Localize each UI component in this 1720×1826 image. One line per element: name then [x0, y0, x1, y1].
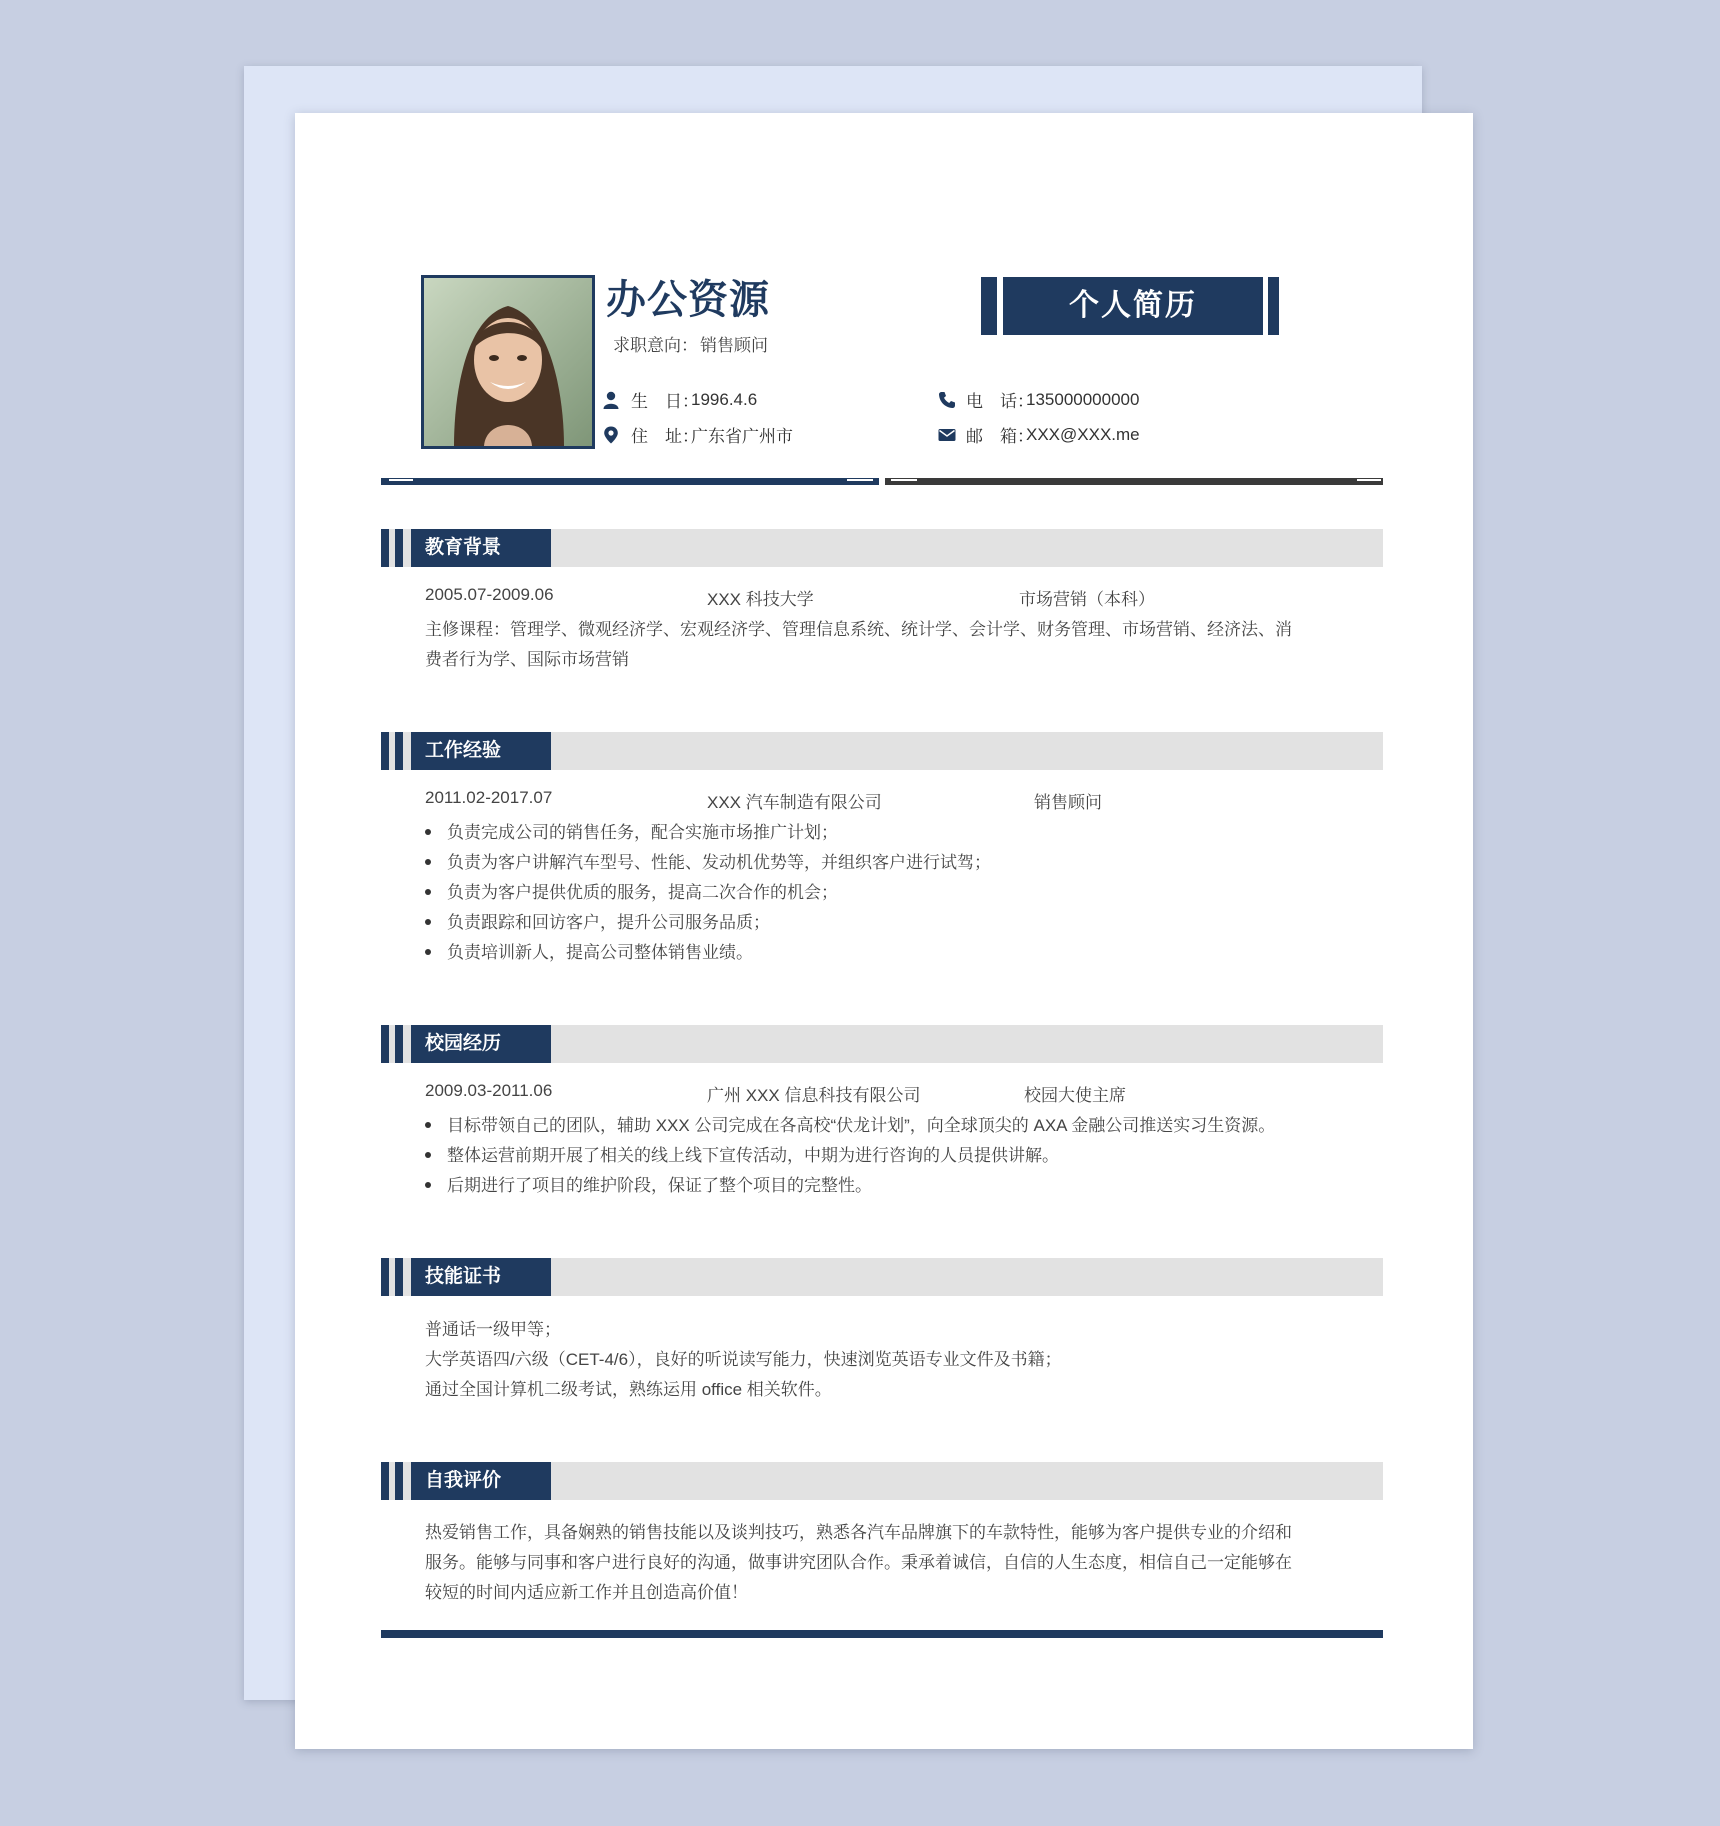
- mail-icon: [938, 426, 954, 444]
- birthday-label: 生 日：: [631, 392, 699, 411]
- work-bullet: 负责为客户讲解汽车型号、性能、发动机优势等，并组织客户进行试驾；: [425, 848, 991, 873]
- campus-company: 广州 XXX 信息科技有限公司: [707, 1086, 921, 1105]
- education-school: XXX 科技大学: [707, 590, 814, 609]
- person-icon: [603, 391, 619, 409]
- title-deco-left: [981, 277, 997, 335]
- header-rule-left-notch-b: [847, 479, 873, 481]
- email-value: XXX@XXX.me: [1026, 424, 1140, 444]
- work-role: 销售顾问: [1034, 793, 1102, 812]
- skill-line: 大学英语四/六级（CET-4/6），良好的听说读写能力，快速浏览英语专业文件及书籍；: [425, 1350, 1062, 1369]
- header-rule-right: [885, 478, 1383, 485]
- birthday-row: [603, 387, 757, 412]
- section-title: 工作经验: [411, 732, 551, 770]
- education-courses-line2: 费者行为学、国际市场营销: [425, 650, 629, 669]
- work-bullet: 负责培训新人，提高公司整体销售业绩。: [425, 938, 753, 963]
- phone-row: [938, 387, 1139, 412]
- profile-photo: [421, 275, 595, 449]
- address-label: 住 址：: [631, 427, 699, 446]
- title-deco-gap: [1263, 277, 1268, 335]
- work-date: 2011.02-2017.07: [425, 788, 553, 807]
- location-icon: [603, 426, 619, 444]
- self-eval-line: 较短的时间内适应新工作并且创造高价值！: [425, 1583, 748, 1602]
- education-major: 市场营销（本科）: [1019, 590, 1155, 609]
- work-company: XXX 汽车制造有限公司: [707, 793, 882, 812]
- job-intent-value: 销售顾问: [700, 336, 768, 355]
- job-intent-label: 求职意向：: [613, 336, 698, 355]
- phone-value: 135000000000: [1026, 389, 1140, 409]
- campus-date: 2009.03-2011.06: [425, 1081, 553, 1100]
- header-rule-left-notch-a: [389, 479, 413, 481]
- campus-bullet: 后期进行了项目的维护阶段，保证了整个项目的完整性。: [425, 1171, 872, 1196]
- skill-line: 普通话一级甲等；: [425, 1320, 561, 1339]
- education-date: 2005.07-2009.06: [425, 585, 554, 604]
- section-campus-header: [381, 1025, 1383, 1063]
- section-education-header: [381, 529, 1383, 567]
- work-bullet: 负责为客户提供优质的服务，提高二次合作的机会；: [425, 878, 838, 903]
- header-rule-right-notch-a: [891, 479, 917, 481]
- section-self-eval-header: [381, 1462, 1383, 1500]
- work-bullet: 负责完成公司的销售任务，配合实施市场推广计划；: [425, 818, 838, 843]
- section-title: 自我评价: [411, 1462, 551, 1500]
- job-intent: [611, 331, 768, 356]
- applicant-name: 办公资源: [606, 278, 770, 322]
- birthday-value: 1996.4.6: [691, 389, 758, 409]
- section-work-header: [381, 732, 1383, 770]
- address-value: 广东省广州市: [691, 427, 793, 446]
- work-bullet: 负责跟踪和回访客户，提升公司服务品质；: [425, 908, 770, 933]
- email-label: 邮 箱：: [966, 427, 1034, 446]
- section-title: 校园经历: [411, 1025, 551, 1063]
- campus-role: 校园大使主席: [1024, 1086, 1126, 1105]
- section-title: 教育背景: [411, 529, 551, 567]
- skill-line: 通过全国计算机二级考试，熟练运用 office 相关软件。: [425, 1380, 832, 1399]
- education-courses-line1: 主修课程：管理学、微观经济学、宏观经济学、管理信息系统、统计学、会计学、财务管理、市场营销、经济法、消: [425, 620, 1292, 639]
- self-eval-line: 服务。能够与同事和客户进行良好的沟通，做事讲究团队合作。秉承着诚信，自信的人生态度，相信自己一定能够在: [425, 1553, 1292, 1572]
- self-eval-line: 热爱销售工作，具备娴熟的销售技能以及谈判技巧，熟悉各汽车品牌旗下的车款特性，能够为客户提供专业的介绍和: [425, 1523, 1292, 1542]
- section-skills-header: [381, 1258, 1383, 1296]
- phone-icon: [938, 391, 954, 409]
- header-rule-right-notch-b: [1357, 479, 1381, 481]
- phone-label: 电 话：: [966, 392, 1034, 411]
- email-row: [938, 422, 1140, 447]
- header-rule-left: [381, 478, 879, 485]
- document-title: 个人简历: [1003, 277, 1263, 335]
- footer-rule: [381, 1630, 1383, 1638]
- section-title: 技能证书: [411, 1258, 551, 1296]
- resume-page: [295, 113, 1473, 1749]
- campus-bullet: 目标带领自己的团队，辅助 XXX 公司完成在各高校“伏龙计划”，向全球顶尖的 AXA 金融公司推送实习生资源。: [425, 1111, 1275, 1136]
- address-row: [603, 422, 793, 447]
- campus-bullet: 整体运营前期开展了相关的线上线下宣传活动，中期为进行咨询的人员提供讲解。: [425, 1141, 1059, 1166]
